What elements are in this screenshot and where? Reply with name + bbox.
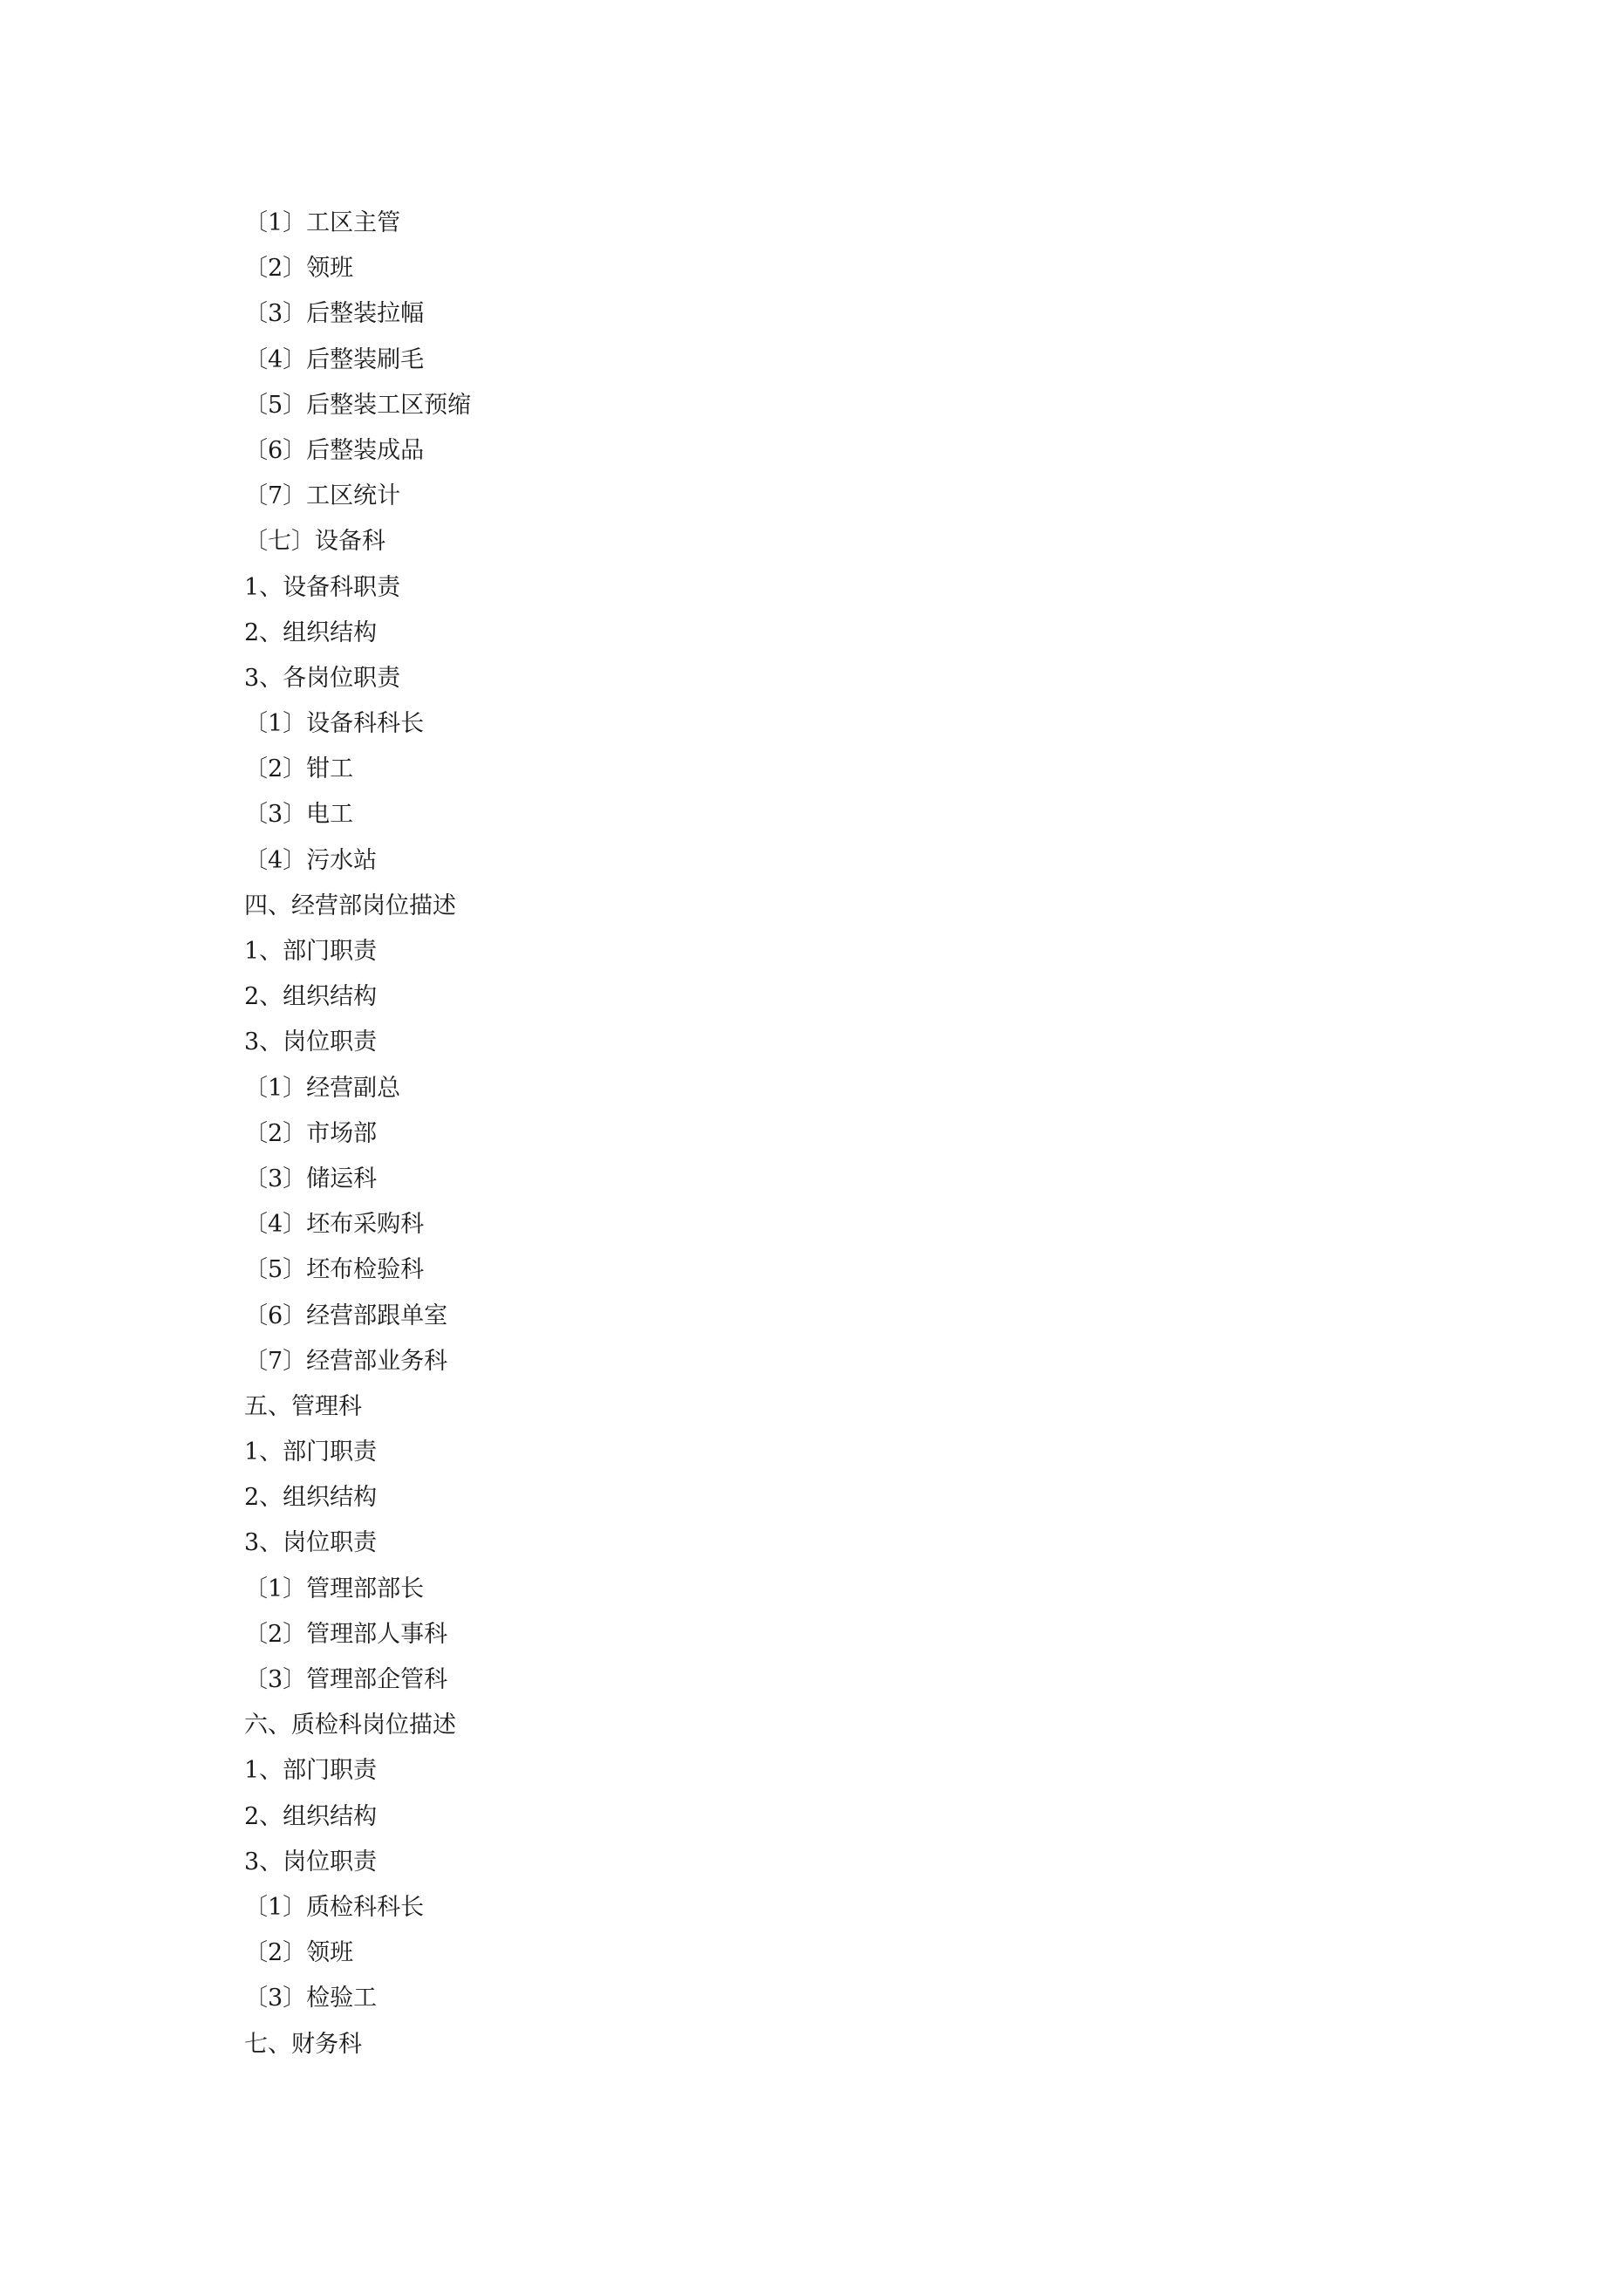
outline-line: 3、岗位职责 (244, 1848, 378, 1876)
outline-line: 〔1〕管理部部长 (244, 1575, 425, 1602)
outline-line: 〔5〕后整装工区预缩 (244, 391, 472, 419)
outline-line: 四、经营部岗位描述 (244, 892, 456, 919)
outline-line: 2、组织结构 (244, 1484, 378, 1512)
outline-line: 〔2〕领班 (244, 255, 354, 283)
outline-line: 〔3〕检验工 (244, 1985, 378, 2012)
outline-line: 〔7〕工区统计 (244, 482, 401, 510)
outline-line: 〔4〕污水站 (244, 846, 378, 874)
outline-line: 七、财务科 (244, 2030, 362, 2058)
outline-line: 〔4〕后整装刷毛 (244, 345, 425, 373)
outline-line: 1、设备科职责 (244, 573, 401, 601)
outline-line: 〔2〕市场部 (244, 1119, 378, 1147)
outline-line: 1、部门职责 (244, 1438, 378, 1466)
outline-list (244, 201, 1378, 2067)
outline-line: 〔7〕经营部业务科 (244, 1347, 448, 1375)
outline-line: 2、组织结构 (244, 618, 378, 646)
outline-line: 〔七〕设备科 (244, 528, 385, 556)
outline-line: 六、质检科岗位描述 (244, 1712, 456, 1739)
outline-line: 〔6〕经营部跟单室 (244, 1302, 448, 1329)
outline-line: 〔5〕坯布检验科 (244, 1256, 425, 1284)
outline-line: 〔2〕钳工 (244, 755, 354, 783)
outline-line: 〔1〕质检科科长 (244, 1893, 425, 1921)
outline-line: 〔6〕后整装成品 (244, 436, 425, 464)
outline-line: 3、岗位职责 (244, 1028, 378, 1056)
outline-line: 〔3〕管理部企管科 (244, 1666, 448, 1693)
outline-line: 〔2〕领班 (244, 1939, 354, 1967)
outline-line: 1、部门职责 (244, 1757, 378, 1785)
outline-line: 〔1〕设备科科长 (244, 710, 425, 738)
outline-line: 〔4〕坯布采购科 (244, 1211, 425, 1239)
outline-line: 2、组织结构 (244, 983, 378, 1011)
outline-line: 五、管理科 (244, 1392, 362, 1420)
outline-line: 3、各岗位职责 (244, 664, 401, 692)
outline-line: 2、组织结构 (244, 1802, 378, 1830)
outline-line: 〔2〕管理部人事科 (244, 1620, 448, 1648)
outline-line: 〔3〕电工 (244, 801, 354, 829)
outline-line: 1、部门职责 (244, 938, 378, 965)
outline-line: 〔3〕储运科 (244, 1165, 378, 1192)
outline-line: 〔3〕后整装拉幅 (244, 300, 425, 328)
outline-line: 〔1〕经营副总 (244, 1074, 401, 1102)
outline-line: 〔1〕工区主管 (244, 209, 401, 236)
outline-line: 3、岗位职责 (244, 1529, 378, 1557)
